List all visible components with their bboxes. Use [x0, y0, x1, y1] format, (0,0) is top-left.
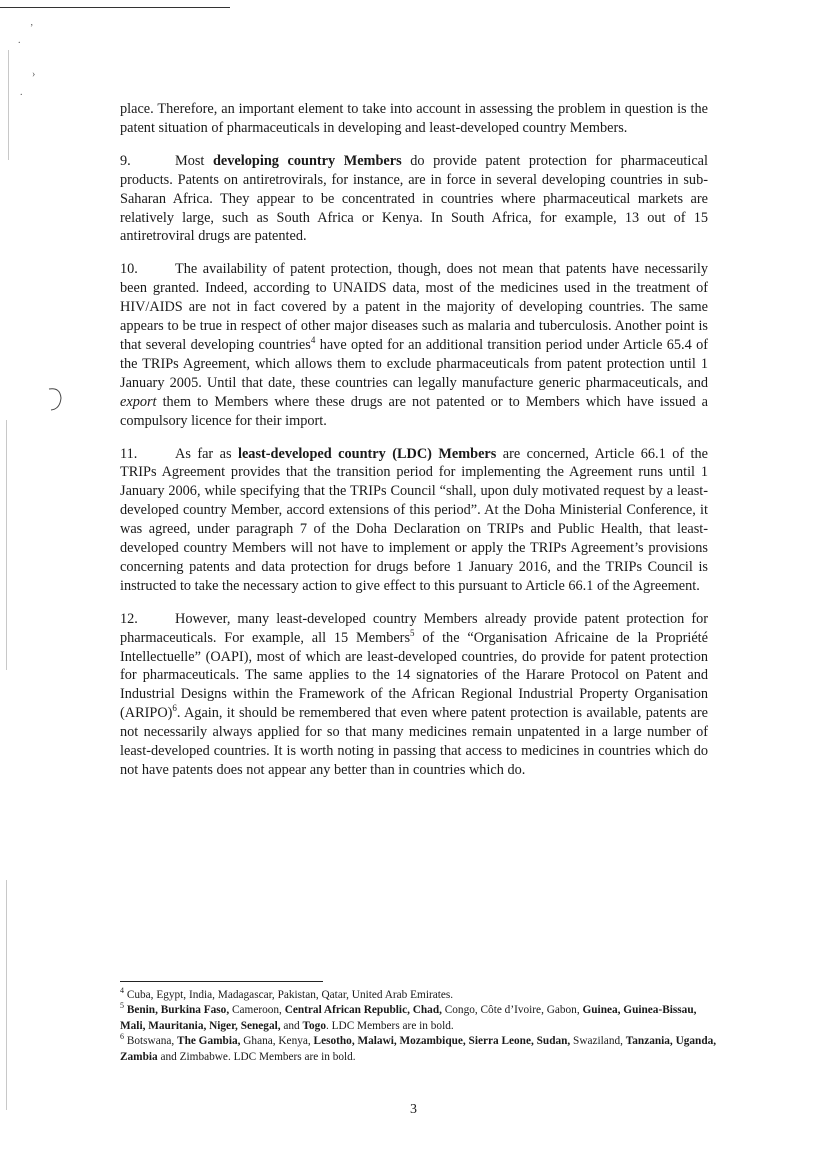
paragraph-number: 11.	[120, 445, 138, 462]
paragraph-10	[120, 260, 708, 430]
text-run: them to Members where these drugs are not patented or to Members which have issued a compulsory licence for their import.	[120, 393, 708, 429]
footnote-ref: 5	[410, 627, 415, 638]
footnote-ref: 4	[310, 335, 316, 346]
text-run: Central African Republic, Chad,	[284, 1004, 442, 1017]
text-run: of the “Organisation Africaine de la Propriété Intellectuelle” (OAPI), most of which are least-developed countries, do provide for patent protection for pharmaceuticals. The same applies to the 14 signatories of the Harare Protocol on Patent and Industrial Designs within the Framework of the African Regional Industrial Property Organisation (ARIPO)	[120, 629, 708, 722]
text-run: export	[120, 393, 157, 410]
text-run: The Gambia,	[177, 1035, 241, 1048]
footnote-4	[120, 988, 720, 1003]
text-run: . Again, it should be remembered that even where patent protection is available, patents are not necessarily always applied for so that many medicines remain unpatented in a large number of least-developed countries. It is worth noting in passing that access to medicines in countries which do not have patents does not appear any better than in countries which do.	[120, 705, 708, 778]
text-run: do provide patent protection for pharmaceutical products. Patents on antiretrovirals, for instance, are in force in several developing countries in sub-Saharan Africa. They appear to be concentrated in countries where pharmaceutical markets are relatively large, such as South Africa or Kenya. In South Africa, for example, 13 out of 15 antiretroviral drugs are patented.	[120, 152, 708, 245]
text-run: Most	[175, 152, 213, 169]
text-run: Cuba, Egypt, India, Madagascar, Pakistan, Qatar, United Arab Emirates.	[124, 989, 454, 1001]
text-run: developing country Members	[212, 152, 402, 169]
text-run: As far as	[175, 445, 238, 462]
footnote-marker: 4	[120, 986, 124, 996]
text-run: Togo	[302, 1019, 326, 1032]
text-run: The availability of patent protection, though, does not mean that patents have necessarily been granted. Indeed, according to UNAIDS data, most of the medicines used in the treatment of HIV/AIDS are not in fact covered by a patent in the majority of developing countries. The same appears to be true in respect of other major diseases such as malaria and tuberculosis. Another point is that several developing countries	[120, 261, 708, 353]
footnote-5	[120, 1003, 720, 1034]
footnote-marker: 5	[120, 1001, 124, 1011]
text-run: Swaziland,	[570, 1035, 626, 1048]
text-run: Botswana,	[124, 1035, 178, 1048]
scan-speck: ›	[32, 69, 36, 80]
text-run: Guinea, Guinea-Bissau, Mali, Mauritania, Niger, Senegal,	[120, 1004, 697, 1032]
text-run: are concerned, Article 66.1 of the TRIPs Agreement provides that the transition period for implementing the Agreement runs until 1 January 2006, while specifying that the TRIPs Council “shall, upon duly motivated request by a least-developed country Member, accord extensions of this period”. At the Doha Ministerial Conference, it was agreed, under paragraph 7 of the Doha Declaration on TRIPs and Public Health, that least-developed country Members will not have to implement or apply the TRIPs Agreement’s provisions concerning patents and data protection for drugs before 1 January 2016, and the TRIPs Council is instructed to take the necessary action to give effect to this pursuant to Article 66.1 of the Agreement.	[120, 445, 709, 594]
footnote-marker: 6	[120, 1032, 124, 1042]
paragraph-number: 9.	[120, 152, 131, 169]
footnote-separator	[120, 981, 323, 982]
text-run: Ghana, Kenya,	[240, 1035, 314, 1048]
top-rule	[0, 7, 230, 8]
text-run: and	[280, 1019, 303, 1032]
paragraph-11	[120, 445, 708, 596]
text-run: . LDC Members are in bold.	[325, 1019, 454, 1032]
text-run: However, many least-developed country Members already provide patent protection for pharmaceuticals. For example, all 15 Members	[120, 610, 708, 646]
text-run: Benin, Burkina Faso,	[126, 1004, 230, 1017]
footnote-6	[120, 1034, 720, 1065]
text-run: Congo, Côte d’Ivoire, Gabon,	[441, 1004, 583, 1017]
text-run: Tanzania, Uganda, Zambia	[120, 1035, 717, 1063]
paragraph-number: 12.	[120, 610, 138, 627]
margin-line	[8, 50, 9, 160]
text-run: place. Therefore, an important element to take into account in assessing the problem in question is the patent situation of pharmaceuticals in developing and least-developed country Members.	[120, 101, 708, 136]
text-run: least-developed country (LDC) Members	[237, 445, 497, 462]
paragraph-9	[120, 152, 708, 247]
scan-speck: ’	[30, 23, 34, 34]
text-run: Lesotho, Malawi, Mozambique, Sierra Leone, Sudan,	[313, 1035, 571, 1048]
body-text	[120, 100, 708, 794]
margin-line	[6, 420, 7, 670]
scan-speck: .	[20, 87, 23, 98]
binder-hole-mark	[46, 383, 64, 413]
paragraph-number: 10.	[120, 261, 138, 278]
page-number: 3	[410, 1102, 417, 1117]
footnotes	[120, 988, 720, 1065]
scan-speck: .	[18, 35, 21, 46]
text-run: Cameroon,	[229, 1004, 285, 1017]
margin-line	[6, 880, 7, 1110]
text-run: have opted for an additional transition period under Article 65.4 of the TRIPs Agreement, which allows them to exclude pharmaceuticals from patent protection until 1 January 2005. Until that date, these countries can legally manufacture generic pharmaceuticals, and	[120, 336, 709, 391]
paragraph-continuation	[120, 100, 708, 138]
paragraph-12	[120, 610, 708, 780]
text-run: and Zimbabwe. LDC Members are in bold.	[157, 1050, 356, 1063]
footnote-ref: 6	[172, 703, 177, 714]
